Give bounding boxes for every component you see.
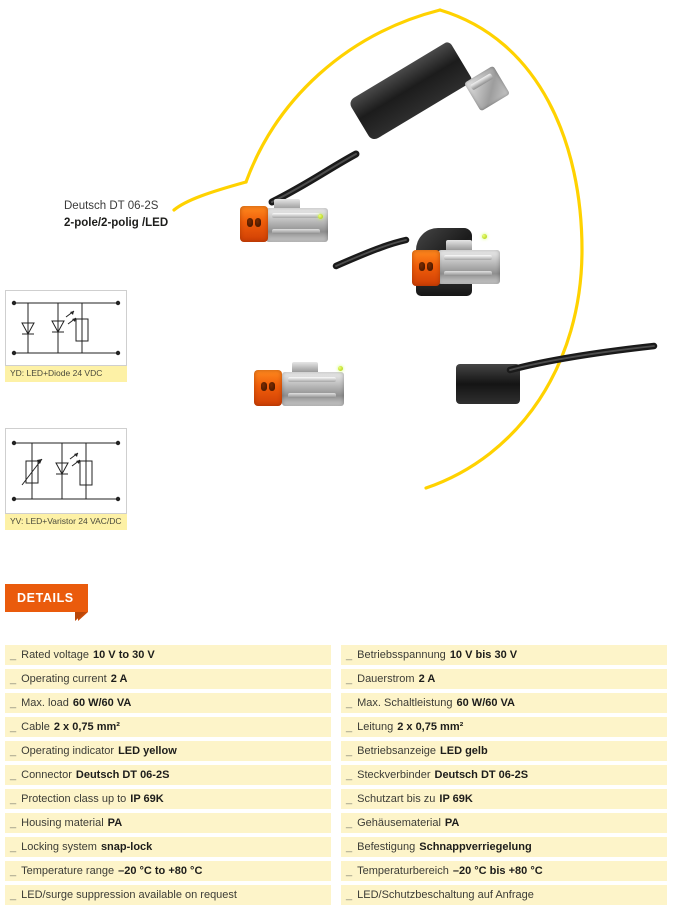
orange-housing-c [254, 370, 282, 406]
spec-value: 60 W/60 VA [72, 697, 132, 709]
spec-label: Operating indicator [21, 745, 115, 757]
details-banner-label: DETAILS [17, 591, 74, 605]
bullet-dash: _ [10, 673, 17, 685]
bullet-dash: _ [346, 721, 353, 733]
spec-value: 60 W/60 VA [456, 697, 516, 709]
metal-shell-c [282, 372, 344, 406]
led-indicator-b [482, 234, 487, 239]
spec-label: LED/surge suppression available on request [21, 889, 237, 901]
product-title-block [64, 198, 204, 231]
spec-label: Connector [21, 769, 72, 781]
spec-label: Locking system [21, 841, 97, 853]
spec-label: LED/Schutzbeschaltung auf Anfrage [357, 889, 534, 901]
spec-label: Max. load [21, 697, 69, 709]
metal-shell-a [266, 208, 328, 242]
spec-label: Dauerstrom [357, 673, 415, 685]
spec-row [341, 693, 667, 713]
bullet-dash: _ [346, 769, 353, 781]
bullet-dash: _ [10, 697, 17, 709]
spec-row [341, 861, 667, 881]
spec-row [5, 741, 331, 761]
spec-label: Betriebsspannung [357, 649, 446, 661]
spec-row [5, 813, 331, 833]
orange-housing-b [412, 250, 440, 286]
spec-row [341, 645, 667, 665]
bullet-dash: _ [346, 673, 353, 685]
details-banner [5, 584, 88, 612]
spec-row [341, 813, 667, 833]
contact-hole [255, 218, 261, 227]
contact-hole [261, 382, 267, 391]
spec-label: Protection class up to [21, 793, 127, 805]
schematic-diagram-2 [5, 428, 127, 514]
spec-row [341, 765, 667, 785]
metal-shell-b [438, 250, 500, 284]
bullet-dash: _ [10, 793, 17, 805]
spec-row [5, 837, 331, 857]
dt-connector-a [236, 196, 332, 248]
bullet-dash: _ [10, 841, 17, 853]
spec-value: –20 °C to +80 °C [118, 865, 203, 877]
spec-value: 2 x 0,75 mm² [53, 721, 120, 733]
schematic-caption-1: YD: LED+Diode 24 VDC [5, 366, 127, 382]
orange-housing-a [240, 206, 268, 242]
spec-label: Rated voltage [21, 649, 90, 661]
spec-value: Deutsch DT 06-2S [434, 769, 529, 781]
led-indicator-a [318, 214, 323, 219]
bullet-dash: _ [10, 649, 17, 661]
spec-row [341, 741, 667, 761]
spec-value: LED yellow [118, 745, 177, 757]
spec-label: Steckverbinder [357, 769, 431, 781]
specs-column-german [341, 645, 667, 909]
bullet-dash: _ [346, 889, 353, 901]
spec-value: IP 69K [439, 793, 473, 805]
spec-label: Max. Schaltleistung [357, 697, 453, 709]
schematic-led-diode [5, 290, 127, 382]
spec-value: PA [107, 817, 123, 829]
bullet-dash: _ [346, 841, 353, 853]
spec-label: Schutzart bis zu [357, 793, 436, 805]
specifications [5, 645, 668, 909]
snap-lock-latch-c [292, 362, 318, 372]
spec-value: 2 A [418, 673, 436, 685]
bullet-dash: _ [346, 865, 353, 877]
spec-label: Betriebsanzeige [357, 745, 437, 757]
spec-label: Operating current [21, 673, 107, 685]
bullet-dash: _ [346, 745, 353, 757]
spec-label: Cable [21, 721, 50, 733]
bullet-dash: _ [10, 889, 17, 901]
bullet-dash: _ [10, 865, 17, 877]
deutsch-dt-connector-overmold [342, 62, 522, 172]
spec-row [5, 717, 331, 737]
bullet-dash: _ [346, 697, 353, 709]
spec-row [5, 765, 331, 785]
schematic-led-varistor [5, 428, 127, 530]
spec-row [5, 885, 331, 905]
spec-row [341, 885, 667, 905]
schematic-caption-2: YV: LED+Varistor 24 VAC/DC [5, 514, 127, 530]
spec-value: 2 x 0,75 mm² [397, 721, 464, 733]
bullet-dash: _ [10, 817, 17, 829]
dt-connector-b [406, 238, 502, 290]
spec-row [341, 837, 667, 857]
specs-column-english [5, 645, 331, 909]
spec-value: IP 69K [130, 793, 164, 805]
overmold-metal-tip [464, 66, 510, 112]
contact-hole [269, 382, 275, 391]
spec-label: Temperature range [21, 865, 115, 877]
spec-row [5, 789, 331, 809]
bullet-dash: _ [346, 817, 353, 829]
spec-value: LED gelb [440, 745, 488, 757]
spec-row [5, 861, 331, 881]
led-indicator-c [338, 366, 343, 371]
bullet-dash: _ [346, 649, 353, 661]
contact-hole [419, 262, 425, 271]
spec-row [341, 789, 667, 809]
snap-lock-latch-b [446, 240, 472, 250]
spec-value: 10 V to 30 V [93, 649, 155, 661]
spec-label: Leitung [357, 721, 394, 733]
contact-hole [427, 262, 433, 271]
bullet-dash: _ [10, 769, 17, 781]
banner-fold-corner [75, 612, 85, 621]
schematic-diagram-1 [5, 290, 127, 366]
spec-value: snap-lock [100, 841, 153, 853]
spec-label: Befestigung [357, 841, 416, 853]
dt-connector-c [218, 356, 348, 412]
spec-row [5, 645, 331, 665]
spec-label: Temperaturbereich [357, 865, 449, 877]
contact-hole [247, 218, 253, 227]
spec-value: Schnappverriegelung [419, 841, 532, 853]
product-name: Deutsch DT 06-2S [64, 200, 159, 212]
cable-straight [508, 340, 658, 388]
spec-value: –20 °C bis +80 °C [452, 865, 543, 877]
bullet-dash: _ [10, 721, 17, 733]
bullet-dash: _ [10, 745, 17, 757]
spec-row [341, 669, 667, 689]
spec-row [5, 693, 331, 713]
spec-label: Housing material [21, 817, 104, 829]
spec-value: Deutsch DT 06-2S [75, 769, 170, 781]
product-variant: 2-pole/2-polig /LED [64, 216, 169, 229]
spec-value: 2 A [110, 673, 128, 685]
bullet-dash: _ [346, 793, 353, 805]
spec-label: Gehäusematerial [357, 817, 441, 829]
spec-row [341, 717, 667, 737]
spec-value: 10 V bis 30 V [449, 649, 518, 661]
spec-row [5, 669, 331, 689]
spec-value: PA [444, 817, 460, 829]
